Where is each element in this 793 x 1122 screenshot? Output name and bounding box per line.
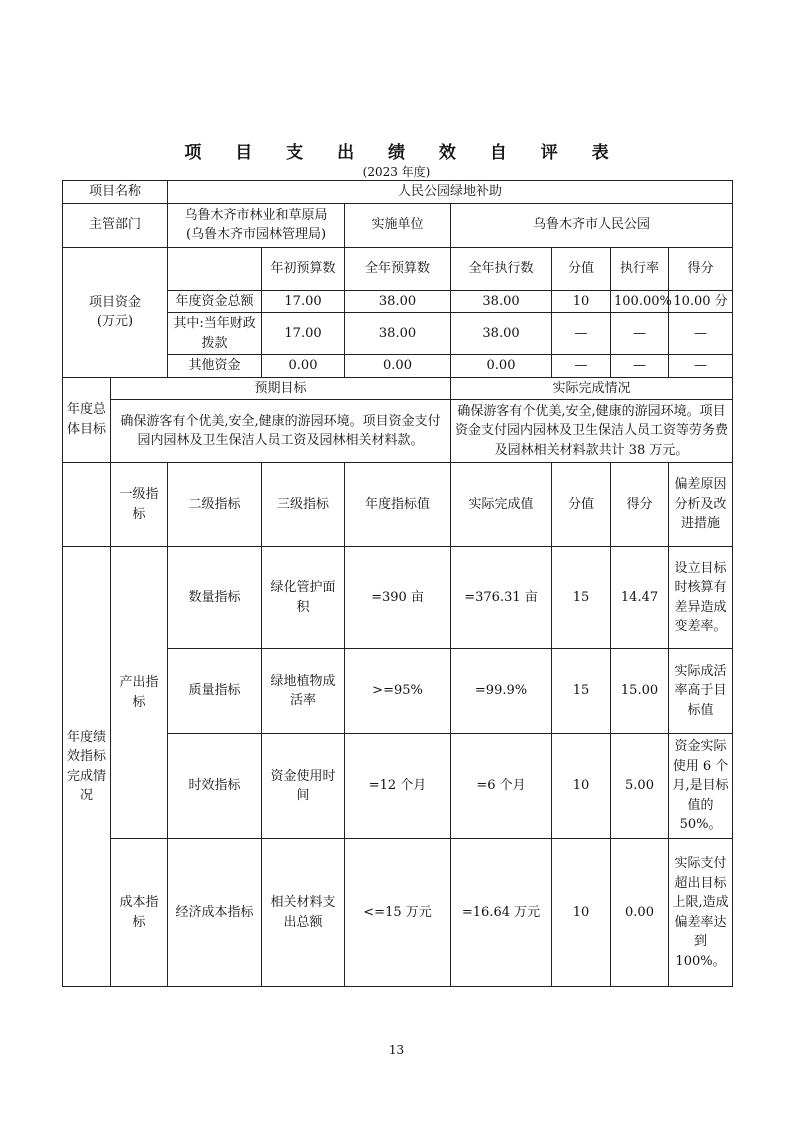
- funds-row-label: 年度资金总额: [168, 290, 262, 313]
- indicator-header-level1: 一级指标: [111, 463, 168, 547]
- funds-header-initial-budget: 年初预算数: [262, 247, 345, 290]
- indicator-header-level3: 三级指标: [262, 463, 345, 547]
- indicator-level3: 资金使用时间: [262, 734, 345, 839]
- funds-header-annual-budget: 全年预算数: [345, 247, 451, 290]
- indicator-score-value: 10: [552, 734, 611, 839]
- indicator-level3: 绿地植物成活率: [262, 649, 345, 734]
- indicator-actual: =99.9%: [451, 649, 552, 734]
- indicator-level2: 经济成本指标: [168, 839, 262, 987]
- indicator-score: 14.47: [611, 547, 669, 649]
- funds-cell: 0.00: [451, 355, 552, 378]
- department-value-line-2: (乌鲁木齐市园林管理局): [185, 227, 327, 242]
- project-name-label: 项目名称: [63, 181, 168, 204]
- indicator-target: =390 亩: [345, 547, 451, 649]
- project-name-value: 人民公园绿地补助: [168, 181, 733, 204]
- funds-cell: 38.00: [451, 290, 552, 313]
- indicator-level3: 相关材料支出总额: [262, 839, 345, 987]
- funds-cell: 38.00: [345, 290, 451, 313]
- funds-cell: —: [552, 313, 611, 355]
- output-indicator-label: 产出指标: [111, 547, 168, 839]
- indicator-target: =12 个月: [345, 734, 451, 839]
- page-title: 项 目 支 出 绩 效 自 评 表: [184, 143, 623, 163]
- indicator-deviation-note: 实际成活率高于目标值: [669, 649, 733, 734]
- indicator-actual: =16.64 万元: [451, 839, 552, 987]
- funds-header-score-value: 分值: [552, 247, 611, 290]
- funds-cell: 10.00 分: [669, 290, 733, 313]
- funds-cell: 0.00: [262, 355, 345, 378]
- funds-cell: —: [552, 355, 611, 378]
- indicator-header-deviation: 偏差原因分析及改进措施: [669, 463, 733, 547]
- funds-label: [63, 247, 168, 377]
- funds-header-row: [63, 247, 733, 290]
- funds-cell: —: [611, 355, 669, 378]
- funds-label-line-1: 项目资金: [89, 294, 142, 310]
- indicator-target: >=95%: [345, 649, 451, 734]
- implementing-unit-label: 实施单位: [345, 203, 451, 247]
- department-value-line-1: 乌鲁木齐市林业和草原局: [184, 207, 328, 223]
- funds-row-label: 其他资金: [168, 355, 262, 378]
- page-number: 13: [388, 1043, 405, 1057]
- indicator-header-score-value: 分值: [552, 463, 611, 547]
- indicator-deviation-note: 设立目标时核算有差异造成变差率。: [669, 547, 733, 649]
- project-name-row: [63, 181, 733, 204]
- funds-header-blank: [168, 247, 262, 290]
- funds-cell: 17.00: [262, 313, 345, 355]
- funds-header-annual-execution: 全年执行数: [451, 247, 552, 290]
- indicator-score: 0.00: [611, 839, 669, 987]
- indicator-deviation-note: 资金实际使用 6 个月,是目标值的 50%。: [669, 734, 733, 839]
- indicator-level3: 绿化管护面积: [262, 547, 345, 649]
- department-row: [63, 203, 733, 247]
- indicator-level2: 质量指标: [168, 649, 262, 734]
- indicator-level2: 数量指标: [168, 547, 262, 649]
- report-year: (2023 年度): [362, 165, 431, 179]
- indicator-level2: 时效指标: [168, 734, 262, 839]
- indicator-actual: =6 个月: [451, 734, 552, 839]
- indicator-score-value: 15: [552, 649, 611, 734]
- expected-goals-header: 预期目标: [111, 377, 451, 400]
- department-label: 主管部门: [63, 203, 168, 247]
- indicator-score-value: 10: [552, 839, 611, 987]
- funds-cell: 17.00: [262, 290, 345, 313]
- indicator-target: <=15 万元: [345, 839, 451, 987]
- indicator-header-target: 年度指标值: [345, 463, 451, 547]
- funds-cell: 38.00: [345, 313, 451, 355]
- indicator-header-score: 得分: [611, 463, 669, 547]
- funds-cell: 0.00: [345, 355, 451, 378]
- goals-header-row: [63, 377, 733, 400]
- indicator-header-blank: [63, 463, 111, 547]
- actual-completion-header: 实际完成情况: [451, 377, 733, 400]
- implementing-unit-value: 乌鲁木齐市人民公园: [451, 203, 733, 247]
- indicator-row: [63, 547, 733, 649]
- funds-row-label: 其中:当年财政拨款: [168, 313, 262, 355]
- funds-cell: 10: [552, 290, 611, 313]
- indicator-actual: =376.31 亩: [451, 547, 552, 649]
- funds-cell: —: [611, 313, 669, 355]
- funds-cell: —: [669, 313, 733, 355]
- funds-header-execution-rate: 执行率: [611, 247, 669, 290]
- funds-cell: 38.00: [451, 313, 552, 355]
- indicator-header-actual: 实际完成值: [451, 463, 552, 547]
- indicator-section-label: 年度绩效指标完成情况: [63, 547, 111, 987]
- funds-cell: 100.00%: [611, 290, 669, 313]
- indicator-score: 15.00: [611, 649, 669, 734]
- funds-header-score: 得分: [669, 247, 733, 290]
- indicator-header-level2: 二级指标: [168, 463, 262, 547]
- indicator-header-row: [63, 463, 733, 547]
- indicator-score: 5.00: [611, 734, 669, 839]
- goals-content-row: [63, 400, 733, 463]
- indicator-deviation-note: 实际支付超出目标上限,造成偏差率达到 100%。: [669, 839, 733, 987]
- funds-label-line-2: (万元): [96, 314, 134, 329]
- performance-table: [62, 180, 733, 987]
- actual-completion-text: 确保游客有个优美,安全,健康的游园环境。项目资金支付园内园林及卫生保洁人员工资等劳务费及园林相关材料款共计 38 万元。: [451, 400, 733, 463]
- indicator-score-value: 15: [552, 547, 611, 649]
- expected-goals-text: 确保游客有个优美,安全,健康的游园环境。项目资金支付园内园林及卫生保洁人员工资及园林相关材料款。: [111, 400, 451, 463]
- annual-goals-label: 年度总体目标: [63, 377, 111, 463]
- department-value: [168, 203, 345, 247]
- indicator-row: [63, 839, 733, 987]
- funds-cell: —: [669, 355, 733, 378]
- cost-indicator-label: 成本指标: [111, 839, 168, 987]
